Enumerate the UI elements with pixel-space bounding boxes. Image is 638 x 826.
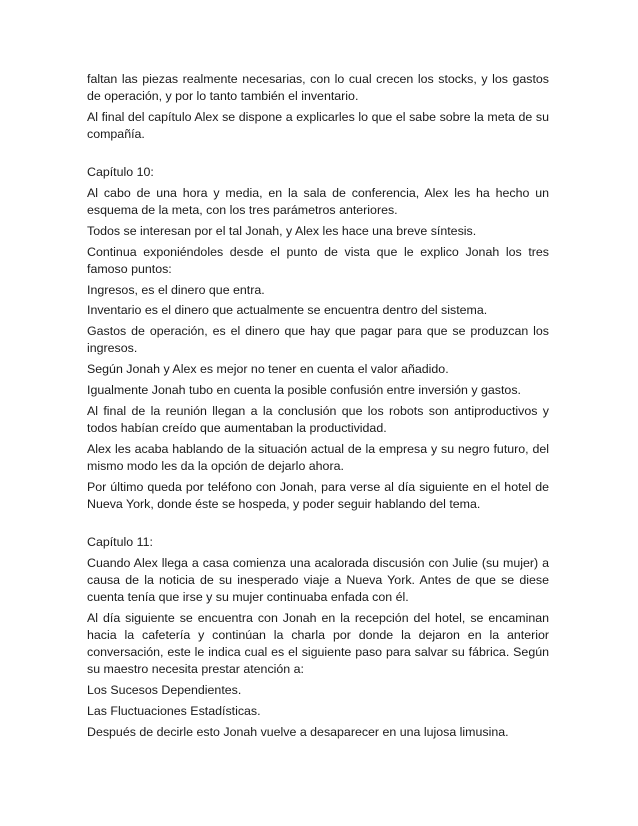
paragraph: Gastos de operación, es el dinero que hay que pagar para que se produzcan los ingresos. xyxy=(87,324,549,356)
paragraph: faltan las piezas realmente necesarias, con lo cual crecen los stocks, y los gastos de operación, y por lo tanto también el inventario. xyxy=(87,72,549,104)
paragraph: Las Fluctuaciones Estadísticas. xyxy=(87,703,261,718)
chapter-11-heading: Capítulo 11: xyxy=(87,534,153,549)
document-page xyxy=(87,71,549,745)
paragraph: Al día siguiente se encuentra con Jonah en la recepción del hotel, se encaminan hacia la cafetería y continúan la charla por donde la dejaron en la anterior conversación, este le indica cual es el siguiente paso para salvar su fábrica. Según su maestro necesita prestar atención a: xyxy=(87,610,549,677)
section-spacer xyxy=(87,147,549,164)
paragraph: Igualmente Jonah tubo en cuenta la posible confusión entre inversión y gastos. xyxy=(87,382,521,397)
paragraph: Según Jonah y Alex es mejor no tener en cuenta el valor añadido. xyxy=(87,362,449,377)
chapter-10-heading: Capítulo 10: xyxy=(87,165,154,179)
paragraph: Alex les acaba hablando de la situación actual de la empresa y su negro futuro, del mismo modo les da la opción de dejarlo ahora. xyxy=(87,441,549,473)
paragraph: Después de decirle esto Jonah vuelve a desaparecer en una lujosa limusina. xyxy=(87,724,509,739)
paragraph: Al final del capítulo Alex se dispone a explicarles lo que el sabe sobre la meta de su compañía. xyxy=(87,110,549,142)
paragraph: Al final de la reunión llegan a la conclusión que los robots son antiproductivos y todos habían creído que aumentaban la productividad. xyxy=(87,403,549,435)
paragraph: Los Sucesos Dependientes. xyxy=(87,683,242,698)
paragraph: Todos se interesan por el tal Jonah, y Alex les hace una breve síntesis. xyxy=(87,223,477,238)
section-spacer xyxy=(87,517,549,534)
paragraph: Por último queda por teléfono con Jonah, para verse al día siguiente en el hotel de Nueva York, donde éste se hospeda, y poder seguir hablando del tema. xyxy=(87,479,549,511)
paragraph: Cuando Alex llega a casa comienza una acalorada discusión con Julie (su mujer) a causa de la noticia de su inesperado viaje a Nueva York. Antes de que se diese cuenta tenía que irse y su mujer continuaba enfada con él. xyxy=(87,555,549,604)
paragraph: Continua exponiéndoles desde el punto de vista que le explico Jonah los tres famoso puntos: xyxy=(87,244,549,276)
paragraph: Al cabo de una hora y media, en la sala de conferencia, Alex les ha hecho un esquema de la meta, con los tres parámetros anteriores. xyxy=(87,185,549,217)
paragraph: Ingresos, es el dinero que entra. xyxy=(87,282,265,297)
paragraph: Inventario es el dinero que actualmente se encuentra dentro del sistema. xyxy=(87,303,488,318)
